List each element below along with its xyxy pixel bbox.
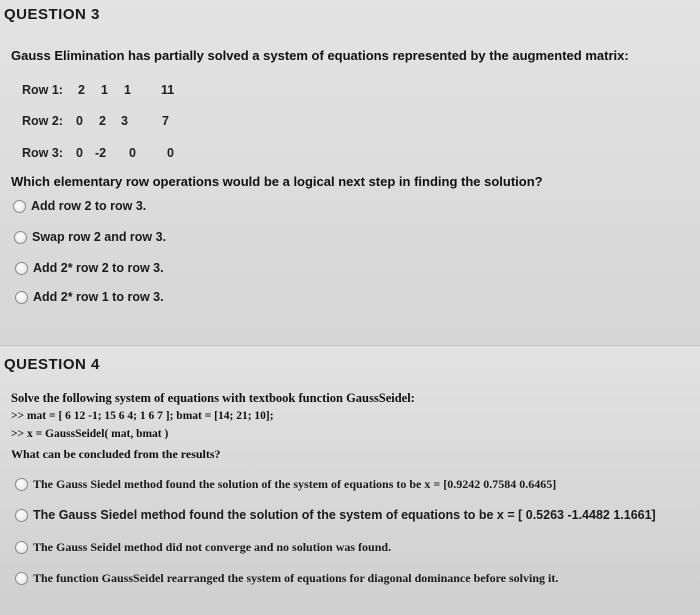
command-line-2: >> x = GaussSeidel( mat, bmat ) [11,428,169,440]
q4-option-3[interactable] [15,540,391,555]
q4-option-2-label[interactable]: The Gauss Siedel method found the solution of the system of equations to be x = [ 0.5263 -1.4482 1.1661] [33,508,656,522]
matrix-cell: 2 [99,114,106,128]
matrix-cell: 1 [124,83,131,97]
question-4-title: QUESTION 4 [4,356,100,373]
radio-button[interactable] [15,478,28,491]
question-4-panel [0,348,700,615]
q4-option-1[interactable] [15,477,556,492]
matrix-row-label: Row 3: [22,146,63,160]
matrix-row-3 [22,146,174,160]
matrix-cell: 11 [161,83,175,97]
matrix-row-2 [22,114,169,128]
matrix-cell: 0 [167,146,174,160]
radio-button[interactable] [13,200,26,213]
matrix-row-label: Row 1: [22,83,63,97]
matrix-cell: 2 [78,83,85,97]
radio-button[interactable] [15,572,28,585]
radio-button[interactable] [14,231,27,244]
q3-option-3-label[interactable]: Add 2* row 2 to row 3. [33,261,164,275]
command-line-1: >> mat = [ 6 12 -1; 15 6 4; 1 6 7 ]; bmat = [14; 21; 10]; [11,410,274,422]
matrix-cell: -2 [95,146,107,160]
matrix-cell: 0 [76,114,83,128]
q3-option-3[interactable] [15,261,164,275]
q3-option-4-label[interactable]: Add 2* row 1 to row 3. [33,290,164,304]
radio-button[interactable] [15,509,28,522]
question-3-title: QUESTION 3 [4,6,100,23]
q3-option-2-label[interactable]: Swap row 2 and row 3. [32,230,167,244]
question-4-prompt: Solve the following system of equations with textbook function GaussSeidel: [11,391,415,405]
matrix-row-1 [22,83,175,97]
q3-option-4[interactable] [15,290,164,304]
q4-option-3-label[interactable]: The Gauss Seidel method did not converge and no solution was found. [33,540,392,554]
radio-button[interactable] [15,291,28,304]
q3-option-1[interactable] [13,199,146,213]
matrix-cell: 3 [121,114,128,128]
question-3-question: Which elementary row operations would be a logical next step in finding the solution? [11,174,543,189]
question-3-prompt: Gauss Elimination has partially solved a system of equations represented by the augmented matrix: [11,48,629,63]
q4-option-1-label[interactable]: The Gauss Siedel method found the solution of the system of equations to be x = [0.9242 0.7584 0.6465] [33,477,557,491]
matrix-cell: 0 [129,146,136,160]
matrix-cell: 7 [162,114,169,128]
question-4-question: What can be concluded from the results? [11,447,221,461]
matrix-cell: 0 [76,146,83,160]
q4-option-2[interactable] [15,508,656,522]
radio-button[interactable] [15,541,28,554]
q3-option-2[interactable] [14,230,166,244]
q3-option-1-label[interactable]: Add row 2 to row 3. [31,199,147,213]
matrix-cell: 1 [101,83,108,97]
radio-button[interactable] [15,262,28,275]
q4-option-4[interactable] [15,571,558,586]
q4-option-4-label[interactable]: The function GaussSeidel rearranged the system of equations for diagonal dominance before solving it. [33,571,559,585]
matrix-row-label: Row 2: [22,114,63,128]
